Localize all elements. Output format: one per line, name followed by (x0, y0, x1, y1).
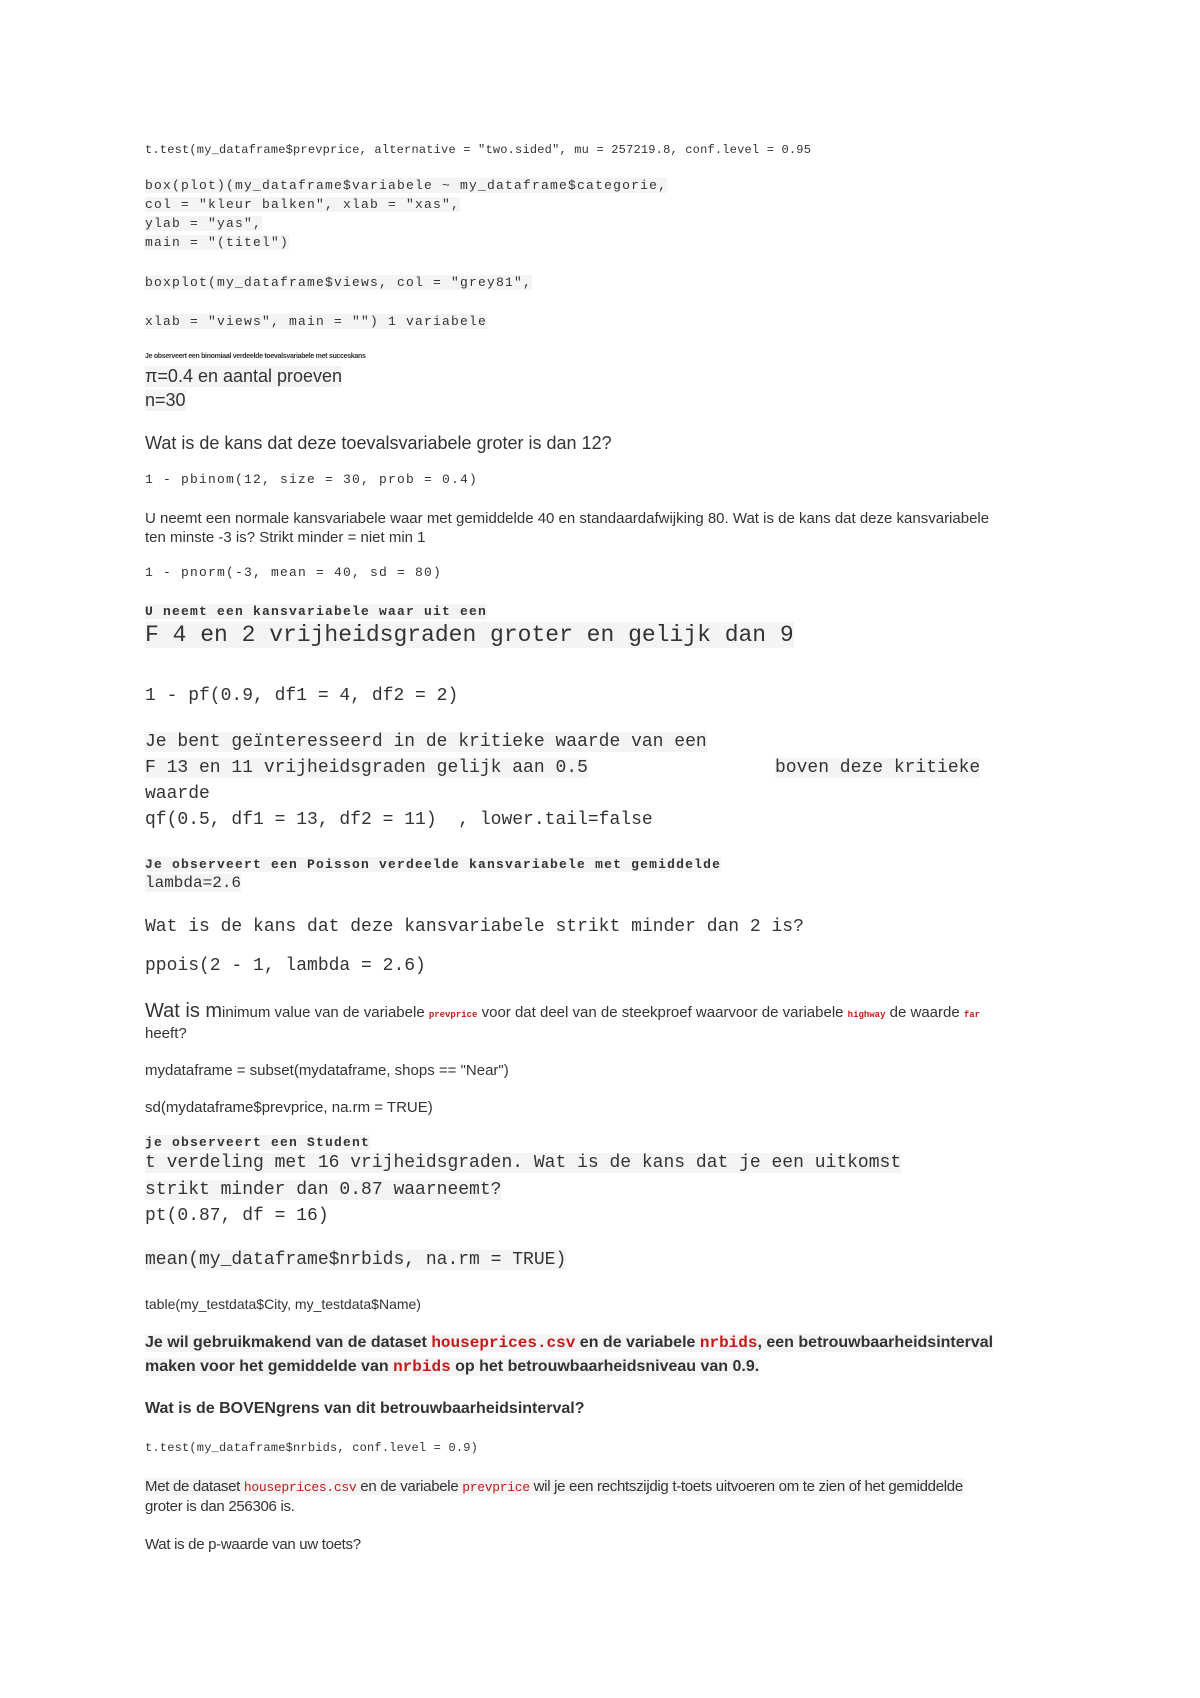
code-line-boxplot-views-2: xlab = "views", main = "") 1 variabele (145, 314, 488, 329)
f-intro-small: U neemt een kansvariabele waar uit een (145, 604, 488, 619)
poisson-intro-small: Je observeert een Poisson verdeelde kansvariabele met gemiddelde (145, 857, 722, 872)
code-line-pt: pt(0.87, df = 16) (145, 1206, 329, 1226)
code-line-qf: qf(0.5, df1 = 13, df2 = 11) , lower.tail=false (145, 810, 653, 830)
binomial-n-line: n=30 (145, 390, 186, 410)
code-line-table: table(my_testdata$City, my_testdata$Name) (145, 1296, 421, 1312)
minimum-question-text-2: voor dat deel van de steekproef waarvoor de variabele (477, 1004, 848, 1021)
poisson-lambda-line: lambda=2.6 (145, 874, 242, 892)
normal-question-1: U neemt een normale kansvariabele waar met gemiddelde 40 en standaardafwijking 80. Wat is de kans dat deze kansvariabele (145, 510, 990, 527)
code-line-boxplot-3: ylab = "yas", (145, 216, 263, 231)
critical-value-line-2b: boven deze kritieke (775, 758, 981, 778)
code-line-boxplot-1: box(plot)(my_dataframe$variabele ~ my_dataframe$categorie, (145, 178, 668, 193)
code-line-ttest-nrbids: t.test(my_dataframe$nrbids, conf.level = 0.9) (145, 1441, 479, 1455)
code-line-pbinom: 1 - pbinom(12, size = 30, prob = 0.4) (145, 472, 479, 487)
binomial-pi-line: π=0.4 en aantal proeven (145, 366, 343, 386)
code-line-boxplot-views-1: boxplot(my_dataframe$views, col = "grey81", (145, 275, 533, 290)
code-line-boxplot-2: col = "kleur balken", xlab = "xas", (145, 197, 461, 212)
dataset-houseprices: houseprices.csv (431, 1334, 576, 1352)
ci-question-line-1 (145, 1334, 993, 1352)
variable-nrbids: nrbids (699, 1334, 758, 1352)
f-heading: F 4 en 2 vrijheidsgraden groter en gelijk dan 9 (145, 622, 794, 648)
student-question-1: t verdeling met 16 vrijheidsgraden. Wat is de kans dat je een uitkomst (145, 1153, 902, 1173)
p-value-question: Wat is de p-waarde van uw toets? (145, 1536, 361, 1553)
code-line-ppois: ppois(2 - 1, lambda = 2.6) (145, 956, 426, 976)
minimum-question-lead: Wat is (145, 1000, 206, 1022)
critical-value-line-2a: F 13 en 11 vrijheidsgraden gelijk aan 0.5 (145, 758, 588, 778)
critical-value-line-3: waarde (145, 784, 210, 804)
code-line-subset: mydataframe = subset(mydataframe, shops == "Near") (145, 1062, 509, 1079)
code-line-pf: 1 - pf(0.9, df1 = 4, df2 = 2) (145, 686, 459, 706)
student-question-2: strikt minder dan 0.87 waarneemt? (145, 1180, 502, 1200)
ttest-question-text-2: en de variabele (356, 1478, 463, 1495)
code-line-pnorm: 1 - pnorm(-3, mean = 40, sd = 80) (145, 565, 443, 580)
dataset-houseprices-2: houseprices.csv (243, 1480, 357, 1495)
student-intro-small: je observeert een Student (145, 1135, 371, 1150)
normal-question-2: ten minste -3 is? Strikt minder = niet min 1 (145, 529, 426, 546)
minimum-question-line-1 (145, 1000, 980, 1023)
minimum-question-m: m (205, 1000, 223, 1022)
ci-upper-bound-question: Wat is de BOVENgrens van dit betrouwbaarheidsinterval? (145, 1400, 585, 1417)
ttest-question-text-3: wil je een rechtszijdig t-toets uitvoeren om te zien of het gemiddelde (529, 1478, 963, 1495)
code-line-mean: mean(my_dataframe$nrbids, na.rm = TRUE) (145, 1250, 567, 1270)
binomial-intro-small: Je observeert een binomiaal verdeelde toevalsvariabele met succeskans (145, 353, 366, 360)
minimum-question-text-3: de waarde (885, 1004, 964, 1021)
ci-question-text-3: , een betrouwbaarheidsinterval (757, 1334, 994, 1351)
variable-prevprice: prevprice (428, 1010, 478, 1020)
ttest-question-line-2: groter is dan 256306 is. (145, 1498, 295, 1515)
code-line-sd: sd(mydataframe$prevprice, na.rm = TRUE) (145, 1099, 433, 1116)
ci-question-text-5: op het betrouwbaarheidsniveau van 0.9. (450, 1358, 760, 1375)
minimum-question-line-2: heeft? (145, 1025, 187, 1042)
ci-question-text-4: maken voor het gemiddelde van (145, 1358, 394, 1375)
binomial-question: Wat is de kans dat deze toevalsvariabele groter is dan 12? (145, 433, 612, 453)
variable-nrbids-2: nrbids (393, 1358, 451, 1376)
poisson-question: Wat is de kans dat deze kansvariabele strikt minder dan 2 is? (145, 917, 804, 937)
critical-value-line-1: Je bent geïnteresseerd in de kritieke waarde van een (145, 732, 707, 752)
ci-question-line-2 (145, 1358, 759, 1376)
variable-prevprice-2: prevprice (462, 1480, 530, 1495)
variable-highway: highway (847, 1010, 886, 1020)
ttest-question-text-1: Met de dataset (145, 1478, 244, 1495)
code-line-ttest: t.test(my_dataframe$prevprice, alternative = "two.sided", mu = 257219.8, conf.level = 0.95 (145, 143, 812, 157)
ci-question-text-2: en de variabele (575, 1334, 700, 1351)
minimum-question-text-1: inimum value van de variabele (222, 1004, 429, 1021)
ttest-question-line-1 (145, 1478, 963, 1495)
code-line-boxplot-4: main = "(titel") (145, 235, 290, 250)
ci-question-text-1: Je wil gebruikmakend van de dataset (145, 1334, 432, 1351)
value-far: far (963, 1010, 981, 1020)
